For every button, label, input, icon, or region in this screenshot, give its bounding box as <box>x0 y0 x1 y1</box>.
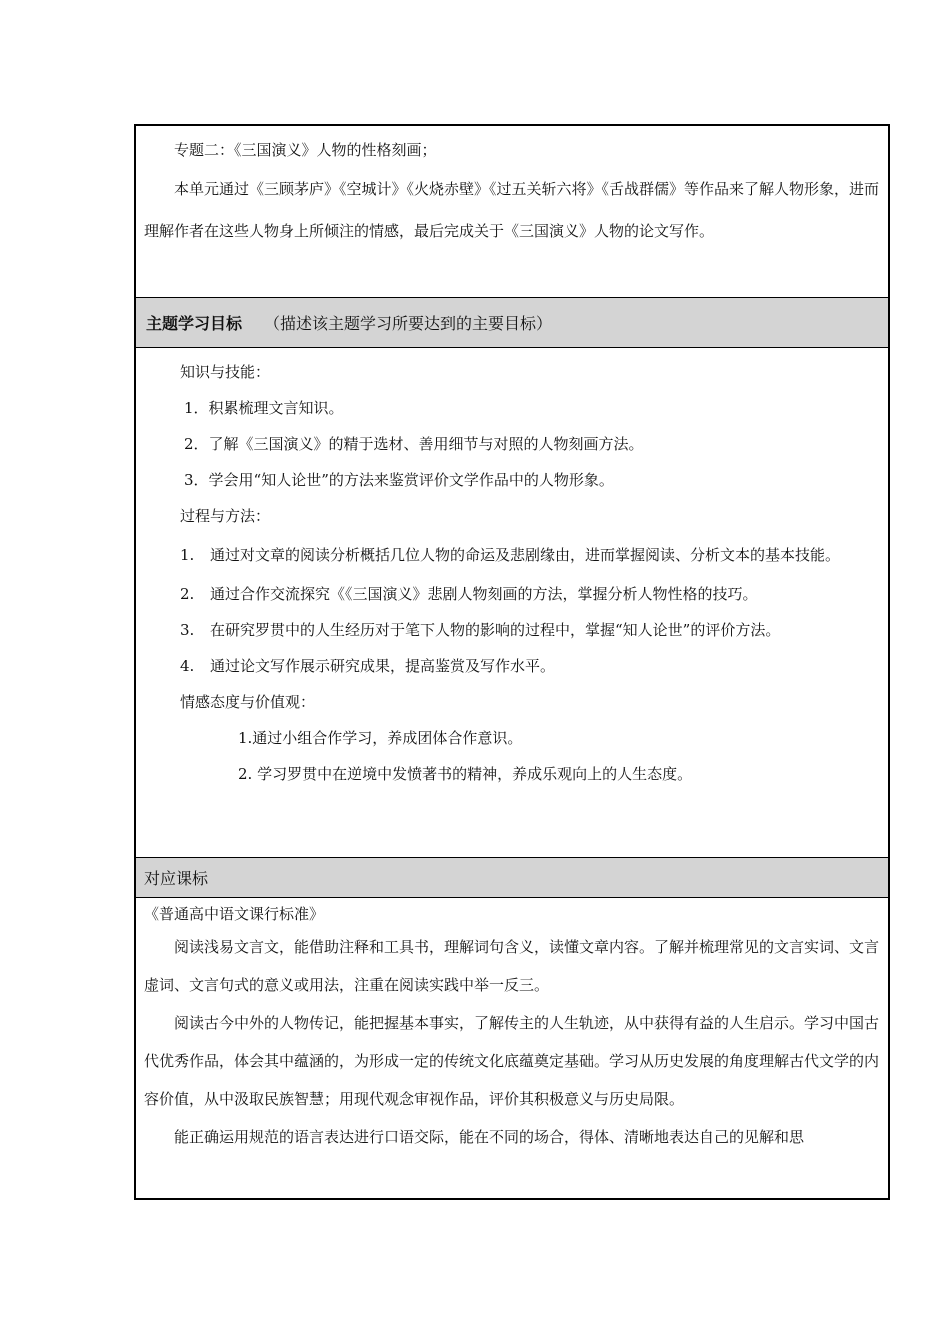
standards-doc-title: 《普通高中语文课行标准》 <box>144 905 325 923</box>
knowledge-item: 3．学会用“知人论世”的方法来鉴赏评价文学作品中的人物形象。 <box>184 471 614 489</box>
knowledge-heading: 知识与技能： <box>180 363 271 381</box>
process-item-text: 在研究罗贯中的人生经历对于笔下人物的影响的过程中，掌握“知人论世”的评价方法。 <box>210 621 781 639</box>
process-item <box>144 648 880 684</box>
topic-description: 本单元通过《三顾茅庐》《空城计》《火烧赤壁》《过五关斩六将》《舌战群儒》等作品来了解人物形象，进而理解作者在这些人物身上所倾注的情感，最后完成关于《三国演义》人物的论文写作。 <box>144 180 880 240</box>
process-item-text: 通过论文写作展示研究成果，提高鉴赏及写作水平。 <box>210 657 556 675</box>
learning-goals-cell <box>136 348 888 858</box>
learning-goals-header <box>136 298 888 348</box>
process-item-number: 1. <box>180 546 195 564</box>
topic-title: 专题二：《三国演义》人物的性格刻画； <box>174 141 437 159</box>
process-item <box>144 576 880 612</box>
learning-goals-note: （描述该主题学习所要达到的主要目标） <box>264 314 553 333</box>
process-item <box>144 612 880 648</box>
process-item-number: 4. <box>180 657 195 675</box>
emotion-heading: 情感态度与价值观： <box>180 693 316 711</box>
process-item-text: 通过对文章的阅读分析概括几位人物的命运及悲剧缘由，进而掌握阅读、分析文本的基本技能。 <box>210 546 841 564</box>
knowledge-item: 1．积累梳理文言知识。 <box>184 399 344 417</box>
process-heading: 过程与方法： <box>180 507 271 525</box>
curriculum-standards-header <box>136 858 888 898</box>
curriculum-standards-title: 对应课标 <box>144 869 209 888</box>
process-item-text: 通过合作交流探究《《三国演义》悲剧人物刻画的方法，掌握分析人物性格的技巧。 <box>210 585 758 603</box>
process-item-number: 2. <box>180 585 195 603</box>
emotion-item: 1.通过小组合作学习，养成团体合作意识。 <box>238 729 523 747</box>
process-item <box>144 534 880 576</box>
topic-intro-cell <box>136 126 888 298</box>
emotion-item: 2. 学习罗贯中在逆境中发愤著书的精神，养成乐观向上的人生态度。 <box>238 765 693 783</box>
curriculum-standards-cell <box>136 898 888 1198</box>
standards-paragraph: 能正确运用规范的语言表达进行口语交际，能在不同的场合，得体、清晰地表达自己的见解和思 <box>174 1128 805 1146</box>
lesson-plan-table <box>134 124 890 1200</box>
standards-paragraph: 阅读古今中外的人物传记，能把握基本事实，了解传主的人生轨迹，从中获得有益的人生启示。学习中国古代优秀作品，体会其中蕴涵的，为形成一定的传统文化底蕴奠定基础。学习从历史发展的角度理解古代文学的内容价值，从中汲取民族智慧；用现代观念审视作品，评价其积极意义与历史局限。 <box>144 1014 880 1108</box>
knowledge-item: 2．了解《三国演义》的精于选材、善用细节与对照的人物刻画方法。 <box>184 435 644 453</box>
process-item-number: 3. <box>180 621 195 639</box>
standards-paragraph: 阅读浅易文言文，能借助注释和工具书，理解词句含义，读懂文章内容。了解并梳理常见的文言实词、文言虚词、文言句式的意义或用法，注重在阅读实践中举一反三。 <box>144 938 880 994</box>
learning-goals-title: 主题学习目标 <box>146 314 243 333</box>
